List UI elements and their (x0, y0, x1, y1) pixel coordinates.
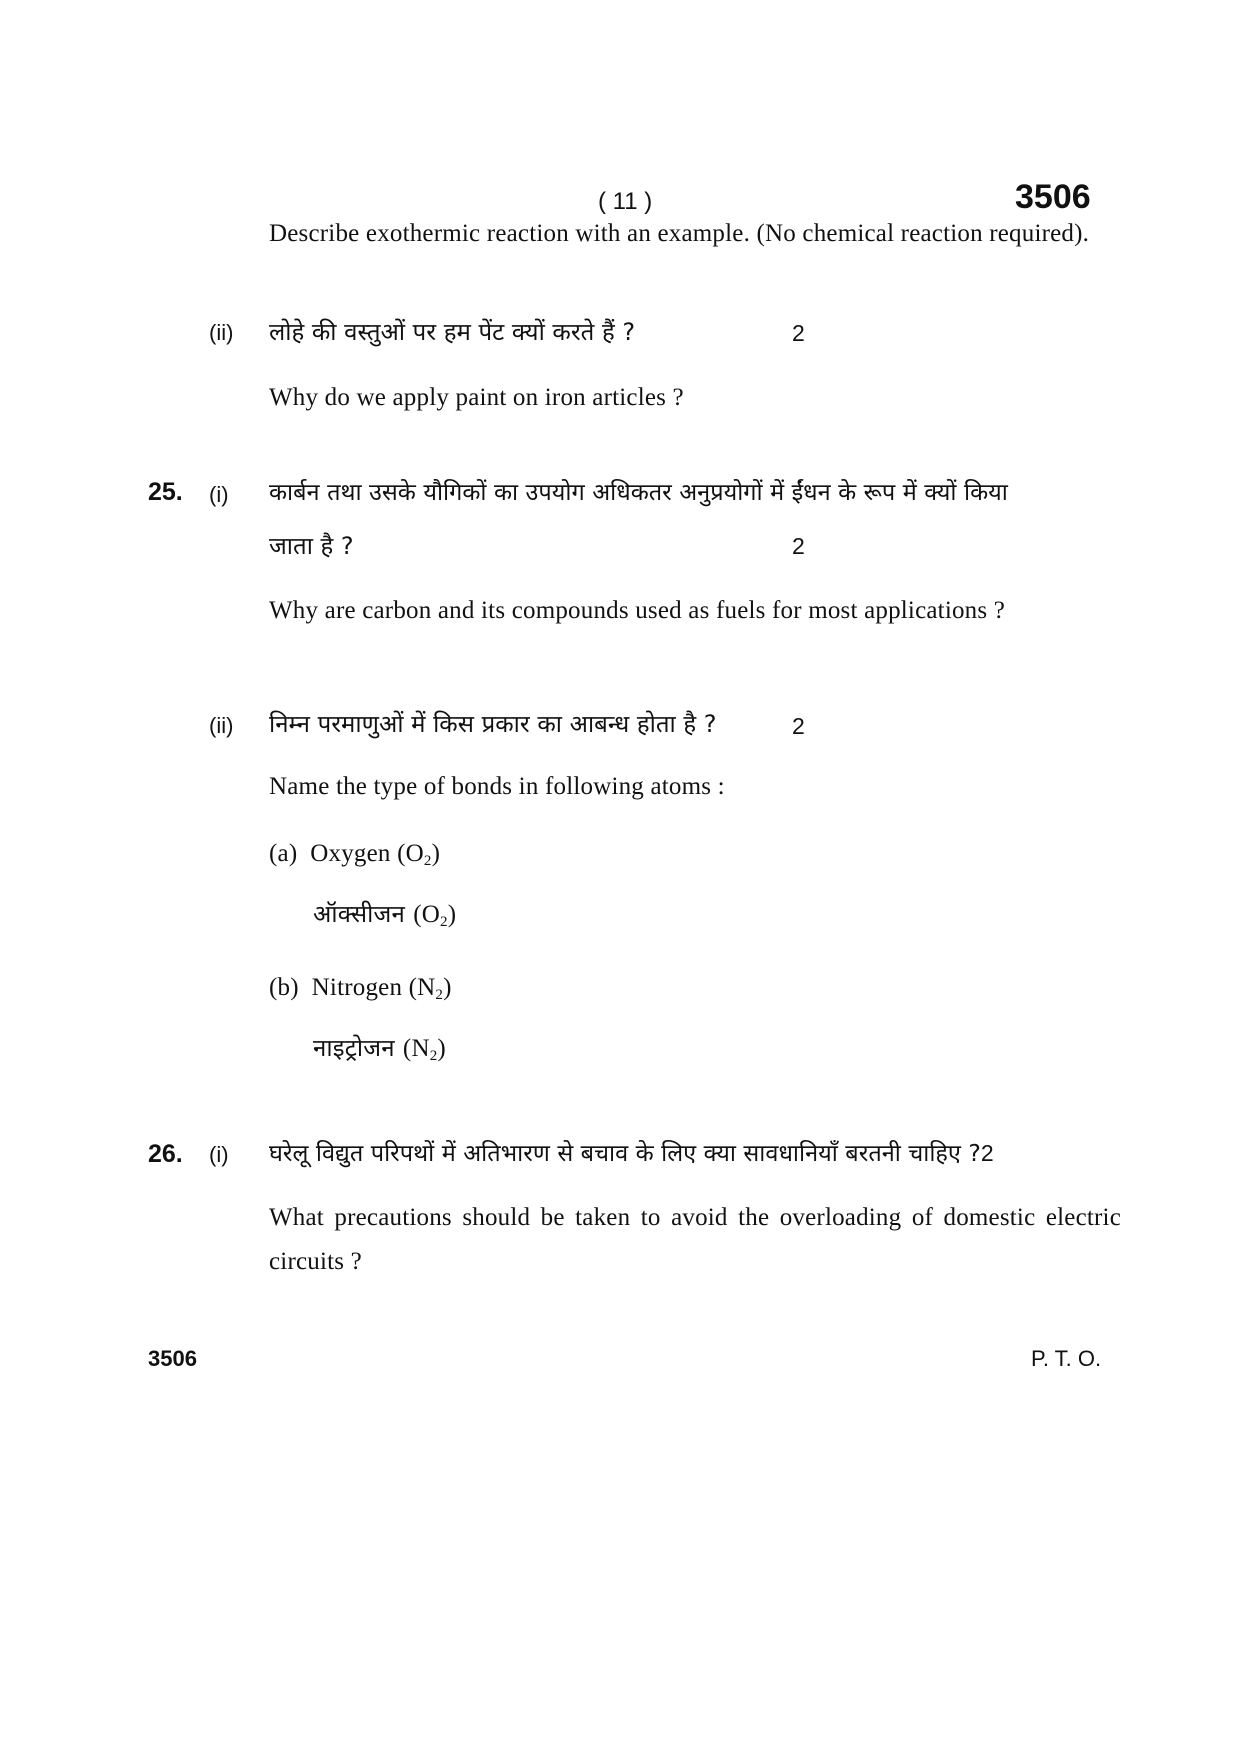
q25-part-i-english: Why are carbon and its compounds used as fuels for most applications ? (269, 597, 1006, 624)
q25-part-ii-label: (ii) (209, 713, 234, 738)
pto-label: P. T. O. (1031, 1346, 1102, 1371)
q24-part-i-english: Describe exothermic reaction with an example. (No chemical reaction required). (269, 220, 1090, 247)
option-a-english: (a) Oxygen $(O_2)$ (269, 840, 441, 869)
option-a-hindi-name: ऑक्सीजन (313, 900, 406, 928)
q26-part-i-hindi-line (269, 1131, 994, 1175)
option-a-label: (a) (269, 840, 298, 867)
paper-code-footer: 3506 (148, 1346, 197, 1371)
q24-part-ii-hindi: लोहे की वस्तुओं पर हम पेंट क्यों करते हैं ? (269, 318, 636, 346)
option-b-english: (b) Nitrogen $(N_2)$ (269, 974, 452, 1003)
option-b-name: Nitrogen (311, 974, 403, 1001)
paper-code-header: 3506 (1015, 178, 1091, 216)
option-b-label: (b) (269, 974, 299, 1001)
q24-part-ii-marks: 2 (792, 320, 805, 346)
page-number: ( 11 ) (598, 188, 653, 215)
option-a-hindi: ऑक्सीजन $(O_2)$ (313, 900, 457, 930)
option-a-hindi-formula: O (421, 901, 441, 928)
option-b-subscript: 2 (435, 987, 444, 1003)
q25-part-i-hindi-line2: जाता है ? (269, 532, 354, 560)
q26-part-i-english: What precautions should be taken to avoid the overloading of domestic electric circuits ? (269, 1204, 1121, 1275)
option-b-formula: N (417, 974, 436, 1001)
option-a-formula: O (405, 840, 424, 867)
option-a-hindi-subscript: 2 (440, 914, 448, 930)
q25-part-i-marks: 2 (792, 533, 805, 559)
q26-number: 26. (148, 1140, 183, 1168)
q24-part-ii-english: Why do we apply paint on iron articles ? (269, 384, 684, 411)
q25-part-i-label: (i) (209, 482, 229, 507)
q25-part-ii-hindi: निम्न परमाणुओं में किस प्रकार का आबन्ध होता है ? (269, 710, 717, 738)
option-a-subscript: 2 (423, 853, 432, 869)
q24-part-ii-label: (ii) (209, 320, 234, 345)
option-b-hindi-formula: N (411, 1035, 430, 1062)
option-b-hindi-name: नाइट्रोजन (313, 1034, 395, 1062)
option-a-name: Oxygen (310, 840, 391, 867)
q25-part-ii-english: Name the type of bonds in following atoms : (269, 773, 725, 800)
option-b-hindi: नाइट्रोजन $(N_2)$ (313, 1034, 446, 1064)
q25-number: 25. (148, 478, 183, 506)
q25-part-ii-marks: 2 (792, 713, 805, 739)
q26-part-i-label: (i) (209, 1142, 229, 1167)
option-b-hindi-subscript: 2 (429, 1048, 438, 1064)
q25-part-i-hindi-line1: कार्बन तथा उसके यौगिकों का उपयोग अधिकतर अनुप्रयोगों में ईंधन के रूप में क्यों किया (269, 478, 1008, 506)
q26-part-i-hindi: घरेलू विद्युत परिपथों में अतिभारण से बचाव के लिए क्या सावधानियाँ बरतनी चाहिए ? (269, 1139, 981, 1167)
q26-part-i-marks: 2 (980, 1140, 994, 1166)
